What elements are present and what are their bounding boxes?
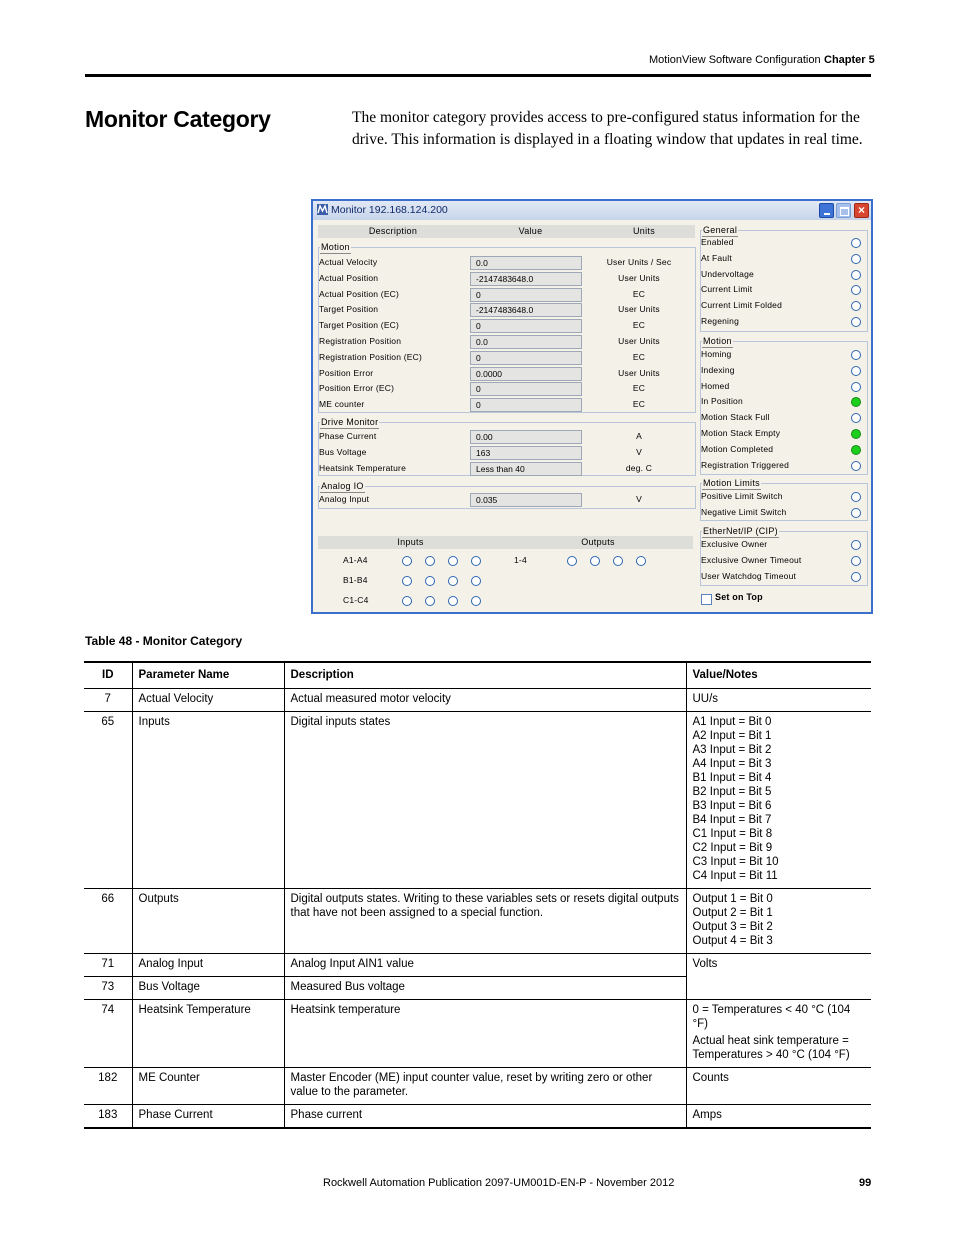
note-line: C1 Input = Bit 8 [692,828,773,840]
input-row-label: C1-C4 [343,595,369,605]
table-row [84,1000,871,1068]
note-line: 0 = Temperatures < 40 °C (104 °F) [692,1004,851,1030]
outputs-header: Outputs [581,537,615,547]
cell-parameter-name: Phase Current [132,1105,284,1129]
status-led-icon [851,556,861,566]
output-led-icon [567,556,577,566]
field-unit-heatsink-temperature: deg. C [625,462,653,473]
input-led-icon [425,556,435,566]
input-led-icon [402,596,412,606]
ethernet-legend: EtherNet/IP (CIP) [703,526,778,536]
input-led-icon [448,596,458,606]
cell-parameter-name: Heatsink Temperature [132,1000,284,1068]
col-description: Description [368,226,418,236]
field-unit-position-error: User Units [618,367,660,378]
window-titlebar[interactable] [313,201,871,220]
header-id: ID [84,662,132,689]
intro-paragraph: The monitor category provides access to pre-configured status information for the drive. This information is displayed in a floating window that updates in real time. [352,109,863,148]
io-header-bar [318,536,693,549]
field-unit-phase-current: A [636,431,642,441]
field-unit-actual-position-ec: EC [632,288,646,299]
cell-value-notes [686,889,871,954]
page-number: 99 [859,1177,872,1189]
status-label-regening: Regening [701,316,739,326]
field-unit-position-error-ec: EC [632,383,646,394]
status-led-icon [851,366,861,376]
running-header-chapter: Chapter 5 [824,54,875,66]
field-label-position-error: Position Error [319,367,374,378]
input-led-icon [402,576,412,586]
cell-parameter-name: Actual Velocity [132,689,284,712]
note-line: Amps [692,1109,722,1121]
field-label-actual-position: Actual Position [319,272,379,283]
status-label-registration-triggered: Registration Triggered [701,459,790,470]
note-line: Output 4 = Bit 3 [692,935,773,947]
input-led-icon [471,596,481,606]
status-label-positive-limit-switch: Positive Limit Switch [701,491,783,501]
cell-description: Digital outputs states. Writing to these variables sets or resets digital outputs that have not been assigned to a special function. [284,889,686,954]
status-led-icon [851,572,861,582]
cell-description: Measured Bus voltage [284,977,686,1000]
motion-group-legend: Motion [321,242,350,252]
inputs-header: Inputs [397,537,424,547]
window-title: Monitor 192.168.124.200 [331,204,448,216]
table-row [84,689,871,712]
cell-description: Digital inputs states [284,712,686,889]
status-led-icon [851,540,861,550]
field-unit-analog-input: V [636,494,642,504]
cell-parameter-name: Bus Voltage [132,977,284,1000]
output-led-icon [636,556,646,566]
status-led-icon [851,254,861,264]
table-row [84,712,871,889]
note-line: Output 1 = Bit 0 [692,893,773,905]
app-icon [317,204,328,215]
output-led-icon [590,556,600,566]
field-label-registration-position-ec: Registration Position (EC) [319,351,422,362]
status-led-icon [851,429,861,439]
status-label-current-limit: Current Limit [701,284,753,295]
table-row [84,954,871,977]
column-header-bar [318,225,695,238]
status-label-in-position: In Position [701,396,743,407]
cell-description: Phase current [284,1105,686,1129]
cell-id: 71 [84,954,132,977]
note-line: C2 Input = Bit 9 [692,842,773,854]
cell-id: 73 [84,977,132,1000]
table-row [84,1105,871,1129]
note-line: B4 Input = Bit 7 [692,814,772,826]
analog-io-legend: Analog IO [321,481,364,491]
status-led-icon [851,350,861,360]
status-label-motion-stack-full: Motion Stack Full [701,412,770,423]
field-value-position-error: 0.0000 [470,367,582,381]
cell-parameter-name: Analog Input [132,954,284,977]
input-led-icon [425,576,435,586]
status-label-negative-limit-switch: Negative Limit Switch [701,506,787,517]
status-label-homed: Homed [701,380,730,391]
col-units: Units [632,226,655,236]
field-value-phase-current: 0.00 [470,430,582,444]
note-line: A3 Input = Bit 2 [692,744,772,756]
input-led-icon [448,556,458,566]
note-line: Counts [692,1072,729,1084]
input-led-icon [448,576,458,586]
field-value-me-counter: 0 [470,398,582,412]
cell-value-notes [686,1105,871,1129]
status-led-icon [851,492,861,502]
maximize-button[interactable] [836,203,851,218]
field-value-heatsink-temperature: Less than 40 [470,462,582,476]
field-label-target-position: Target Position [319,304,379,315]
status-label-user-watchdog-timeout: User Watchdog Timeout [701,570,797,581]
drive-monitor-legend: Drive Monitor [321,417,379,427]
field-label-target-position-ec: Target Position (EC) [319,320,400,331]
status-led-icon [851,382,861,392]
status-label-enabled: Enabled [701,237,734,247]
output-led-icon [613,556,623,566]
cell-id: 65 [84,712,132,889]
cell-value-notes [686,712,871,889]
field-value-analog-input: 0.035 [470,493,582,507]
status-led-icon [851,508,861,518]
cell-value-notes [686,1000,871,1068]
field-unit-registration-position: User Units [618,336,660,346]
note-line: A2 Input = Bit 1 [692,730,772,742]
monitor-category-table [84,661,871,1129]
motion-status-group [700,336,868,475]
cell-id: 7 [84,689,132,712]
table-row [84,889,871,954]
note-line: Actual heat sink temperature = Temperatures > 40 °C (104 °F) [692,1035,850,1061]
field-value-position-error-ec: 0 [470,382,582,396]
input-led-icon [402,556,412,566]
table-row [84,1068,871,1105]
field-unit-actual-velocity: User Units / Sec [606,257,672,267]
section-title: Monitor Category [85,106,271,132]
cell-description: Actual measured motor velocity [284,689,686,712]
cell-value-notes [686,954,871,1000]
header-description: Description [284,662,686,689]
note-line: B1 Input = Bit 4 [692,772,772,784]
note-line: Output 3 = Bit 2 [692,921,773,933]
field-value-actual-position-ec: 0 [470,288,582,302]
status-label-motion-completed: Motion Completed [701,443,774,454]
input-led-icon [425,596,435,606]
note-line: C4 Input = Bit 11 [692,870,778,882]
status-label-exclusive-owner-timeout: Exclusive Owner Timeout [701,554,802,565]
motion-limits-legend: Motion Limits [703,478,760,488]
header-rule [85,74,871,77]
general-legend: General [703,225,738,235]
cell-value-notes [686,1068,871,1105]
col-value: Value [518,226,543,236]
field-label-position-error-ec: Position Error (EC) [319,383,395,394]
status-label-motion-stack-empty: Motion Stack Empty [701,428,781,438]
running-header-section: MotionView Software Configuration [649,54,821,66]
field-label-actual-position-ec: Actual Position (EC) [319,288,400,299]
input-led-icon [471,576,481,586]
status-label-indexing: Indexing [701,364,735,375]
note-line: B3 Input = Bit 6 [692,800,772,812]
note-line: Volts [692,958,718,970]
field-value-actual-velocity: 0.0 [470,256,582,270]
field-unit-target-position: User Units [618,304,660,315]
input-row-label: A1-A4 [343,555,368,565]
set-on-top-label[interactable]: Set on Top [715,592,763,602]
minimize-button[interactable] [819,203,834,218]
field-label-heatsink-temperature: Heatsink Temperature [319,462,406,473]
status-led-icon [851,445,861,455]
cell-id: 182 [84,1068,132,1105]
field-label-registration-position: Registration Position [319,336,402,346]
output-row-label: 1-4 [514,555,527,565]
cell-description: Analog Input AIN1 value [284,954,686,977]
set-on-top-checkbox[interactable] [701,594,712,605]
field-label-analog-input: Analog Input [319,494,370,504]
cell-id: 66 [84,889,132,954]
table-caption: Table 48 - Monitor Category [85,634,243,648]
status-led-icon [851,461,861,471]
status-led-icon [851,270,861,280]
cell-description: Master Encoder (ME) input counter value, reset by writing zero or other value to the parameter. [284,1068,686,1105]
cell-id: 183 [84,1105,132,1129]
field-label-actual-velocity: Actual Velocity [319,257,378,267]
close-button[interactable]: × [854,203,869,218]
cell-parameter-name: Inputs [132,712,284,889]
cell-parameter-name: Outputs [132,889,284,954]
motion-status-legend: Motion [703,336,732,346]
note-line: B2 Input = Bit 5 [692,786,772,798]
field-value-actual-position: -2147483648.0 [470,272,582,286]
cell-parameter-name: ME Counter [132,1068,284,1105]
field-value-bus-voltage: 163 [470,446,582,460]
note-line: Output 2 = Bit 1 [692,907,773,919]
header-value-notes: Value/Notes [686,662,871,689]
field-label-bus-voltage: Bus Voltage [319,446,367,457]
status-label-undervoltage: Undervoltage [701,268,754,279]
cell-description: Heatsink temperature [284,1000,686,1068]
field-label-phase-current: Phase Current [319,431,377,441]
field-value-target-position: -2147483648.0 [470,303,582,317]
note-line: UU/s [692,693,719,705]
status-label-at-fault: At Fault [701,252,732,263]
field-value-registration-position: 0.0 [470,335,582,349]
field-value-registration-position-ec: 0 [470,351,582,365]
input-led-icon [471,556,481,566]
note-line: A1 Input = Bit 0 [692,716,772,728]
monitor-window [311,199,873,614]
status-led-icon [851,317,861,327]
field-unit-registration-position-ec: EC [632,351,646,362]
status-label-homing: Homing [701,349,732,359]
field-value-target-position-ec: 0 [470,319,582,333]
field-unit-bus-voltage: V [636,446,642,457]
table-header-row [84,662,871,689]
input-row-label: B1-B4 [343,575,368,585]
note-line: A4 Input = Bit 3 [692,758,772,770]
cell-value-notes [686,689,871,712]
field-label-me-counter: ME counter [319,399,365,410]
status-led-icon [851,238,861,248]
status-label-current-limit-folded: Current Limit Folded [701,300,783,311]
header-parameter-name: Parameter Name [132,662,284,689]
footer-publication: Rockwell Automation Publication 2097-UM001D-EN-P - November 2012 [323,1177,675,1189]
field-unit-me-counter: EC [632,399,646,410]
field-unit-target-position-ec: EC [632,320,646,331]
note-line: C3 Input = Bit 10 [692,856,779,868]
field-unit-actual-position: User Units [618,272,660,283]
status-label-exclusive-owner: Exclusive Owner [701,539,768,549]
cell-id: 74 [84,1000,132,1068]
